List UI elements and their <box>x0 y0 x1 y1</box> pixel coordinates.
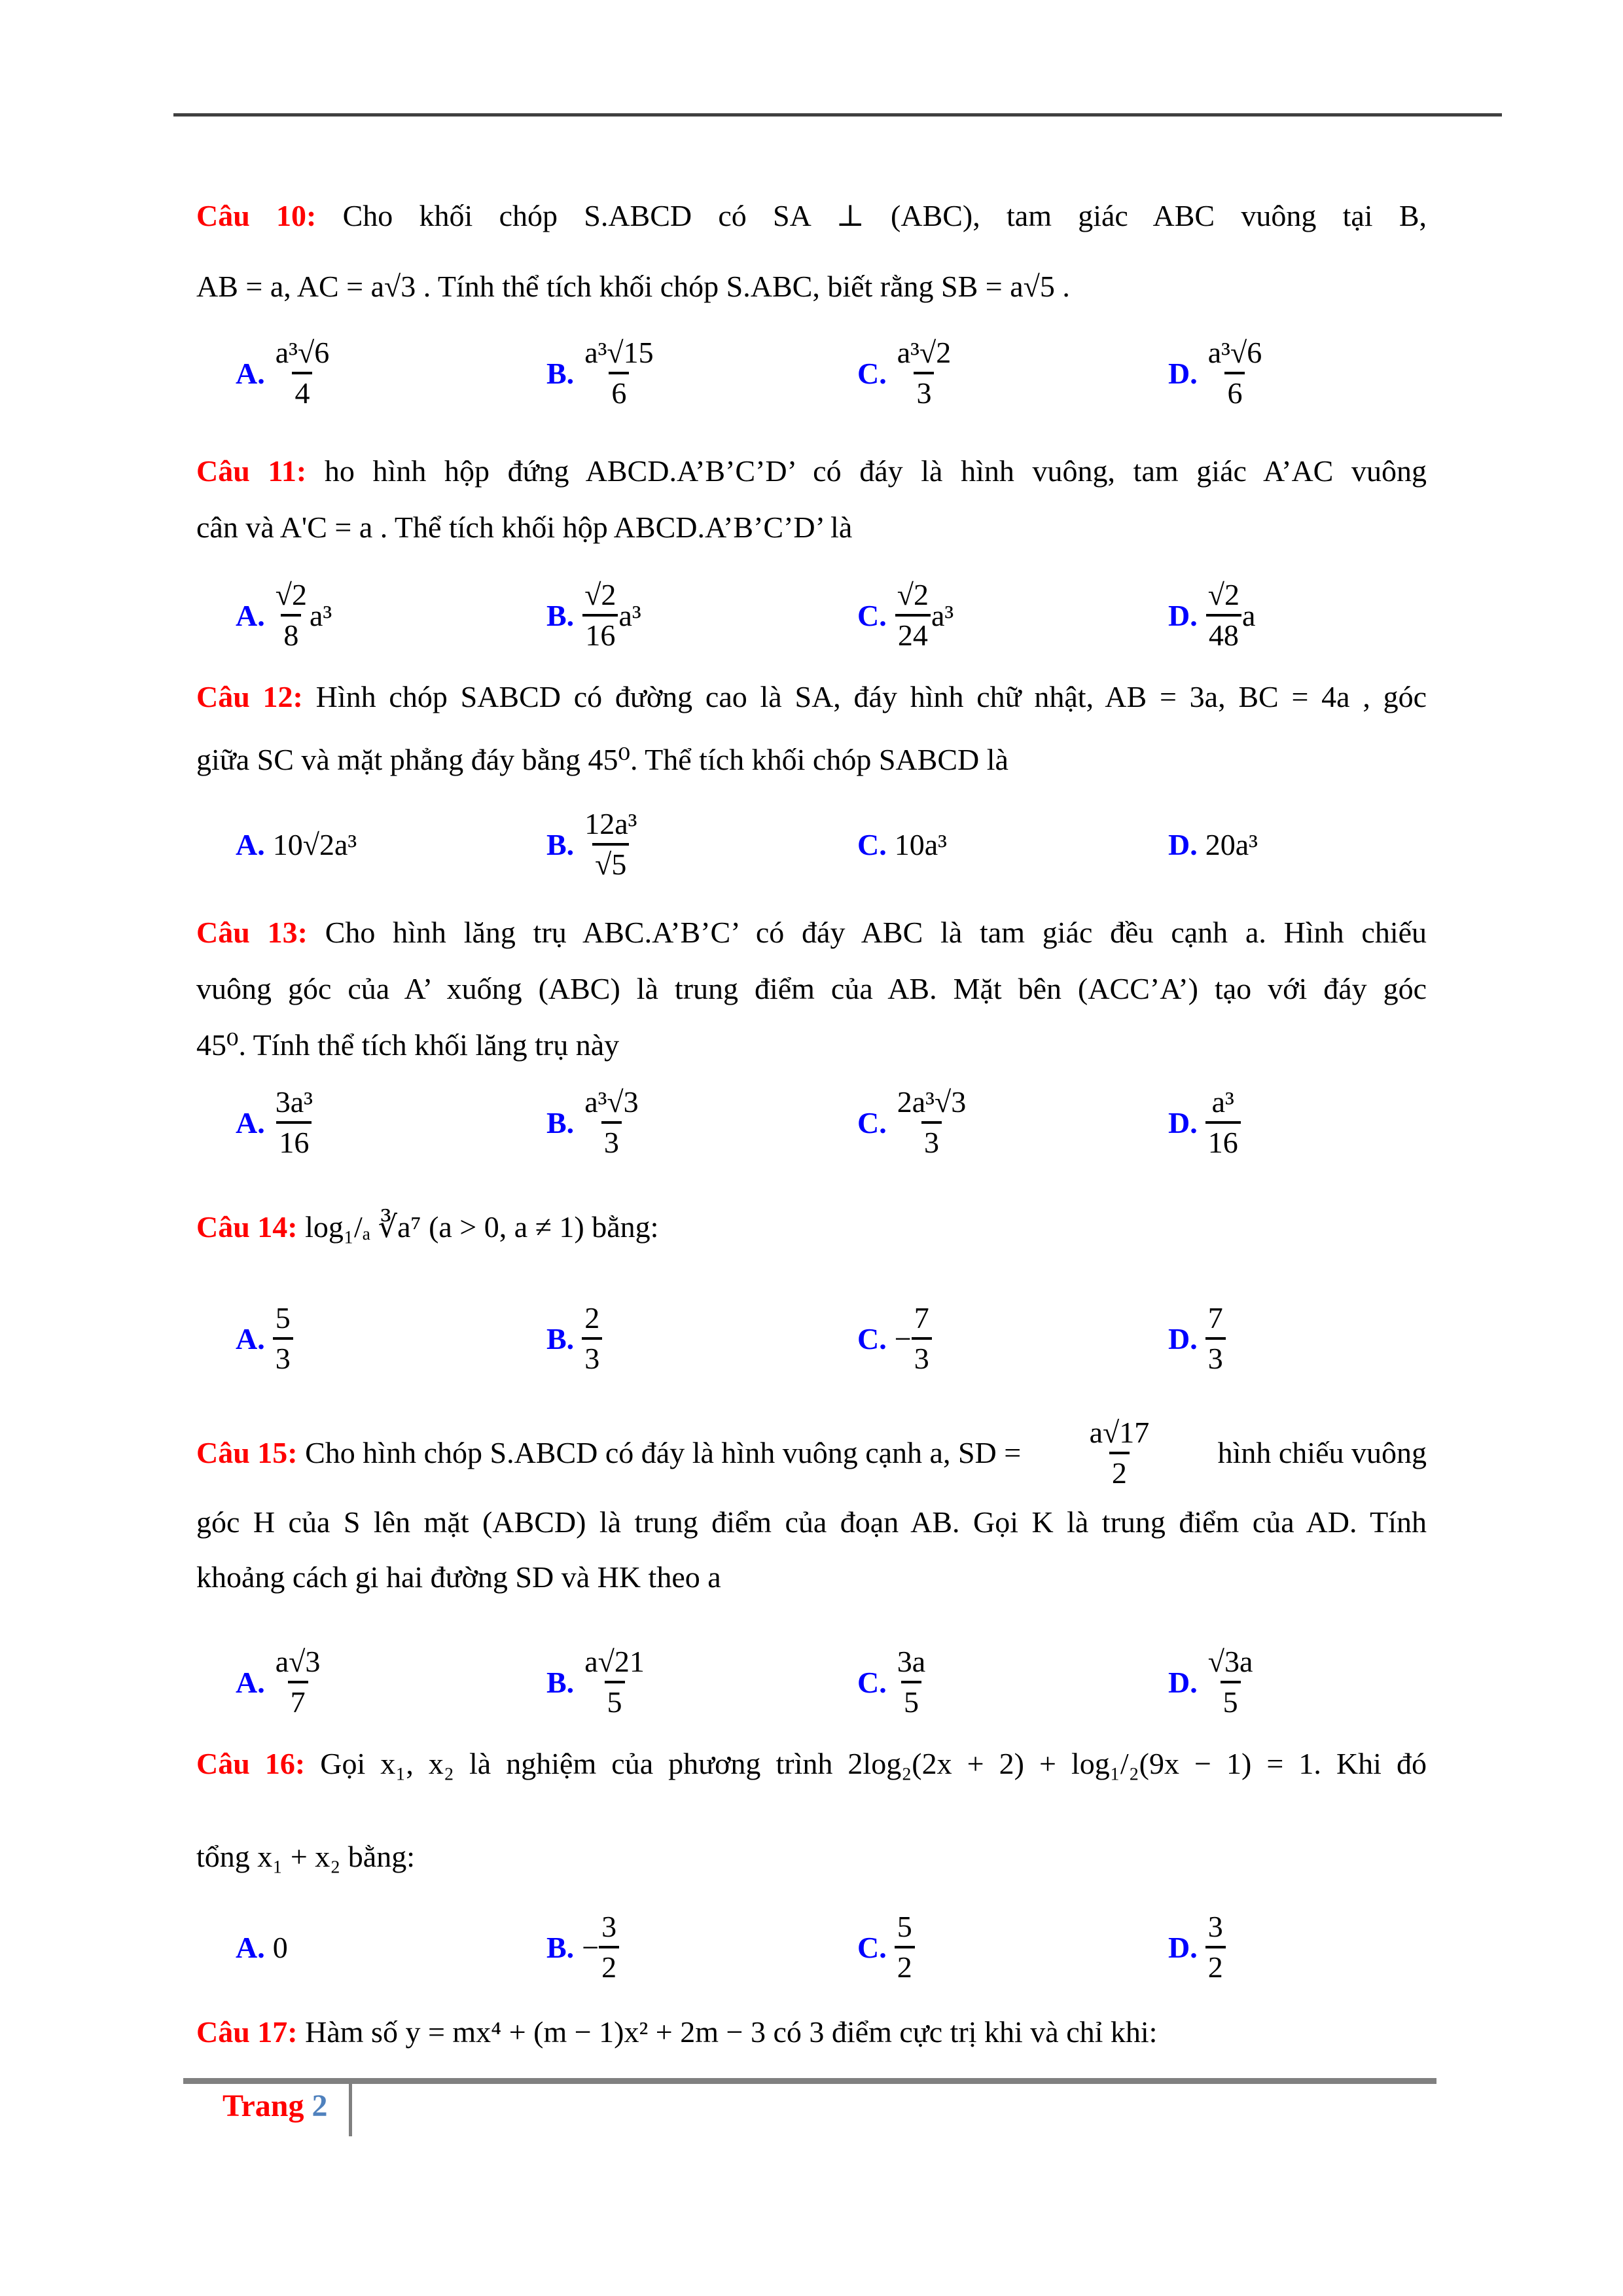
question-label: Câu 17: <box>196 2015 298 2049</box>
option-b[interactable]: B. $\frac{a√21}{5}$ <box>546 1645 645 1719</box>
page-word: Trang <box>223 2089 304 2123</box>
question-15-line-2: góc H của S lên mặt (ABCD) là trung điểm của đoạn AB. Gọi K là trung điểm của AD. Tính <box>196 1505 1427 1539</box>
option-d[interactable]: D. $\frac{3}{2}$ <box>1168 1908 1226 1986</box>
option-b[interactable]: B. $\frac{\text{a³√15}}{6}$ <box>546 336 654 410</box>
option-a[interactable]: A. $\frac{a√3}{7}$ <box>236 1645 321 1719</box>
option-d[interactable]: D. $\frac{7}{3}$ <box>1168 1299 1226 1378</box>
option-c[interactable]: C. $\frac{\text{2a³√3}}{3}$ <box>857 1085 967 1159</box>
option-d[interactable]: D. 20a³ <box>1168 827 1258 861</box>
question-16-line-2: tổng x₁ + x₂ bằng: <box>196 1840 415 1873</box>
question-11-options <box>236 576 1466 655</box>
option-b[interactable]: B. $\frac{2}{3}$ <box>546 1299 602 1378</box>
option-b[interactable]: B. $\frac{\text{12a³}}{√5}$ <box>546 807 637 881</box>
question-label: Câu 11: <box>196 454 307 488</box>
question-10 <box>196 196 1427 306</box>
page-number-label <box>223 2088 327 2124</box>
option-a[interactable]: A. $\frac{√2}{8}$ a³ <box>236 578 332 652</box>
question-17 <box>196 2013 1427 2052</box>
option-a[interactable]: A. 0 <box>236 1930 288 1964</box>
option-a[interactable]: A. $\frac{\text{a³√6}}{4}$ <box>236 336 330 410</box>
question-10-line-1: Câu 10: Cho khối chóp S.ABCD có SA ⊥ (ABC), tam giác ABC vuông tại B, <box>196 199 1427 232</box>
option-b[interactable]: B. − $\frac{3}{2}$ <box>546 1908 619 1986</box>
option-c[interactable]: C. 10a³ <box>857 827 947 861</box>
question-label: Câu 12: <box>196 680 303 713</box>
option-c[interactable]: C. − $\frac{7}{3}$ <box>857 1299 932 1378</box>
option-c[interactable]: C. $\frac{5}{2}$ <box>857 1908 915 1986</box>
question-12-line-1: Câu 12: Hình chóp SABCD có đường cao là SA, đáy hình chữ nhật, AB = 3a, BC = 4a , góc <box>196 680 1427 713</box>
option-d[interactable]: D. $\frac{\text{a³√6}}{6}$ <box>1168 336 1262 410</box>
question-16-line-1: Câu 16: Gọi x₁, x₂ là nghiệm của phương trình 2log₂(2x + 2) + log₁/₂(9x − 1) = 1. Khi đó <box>196 1747 1427 1780</box>
question-13-line-1: Câu 13: Cho hình lăng trụ ABC.A’B’C’ có đáy ABC là tam giác đều cạnh a. Hình chiếu <box>196 916 1427 949</box>
question-11 <box>196 452 1427 547</box>
option-c[interactable]: C. $\frac{3a}{5}$ <box>857 1645 926 1719</box>
question-10-options <box>236 334 1466 412</box>
sd-fraction: $\frac{a√17}{2}$ <box>1089 1416 1150 1490</box>
footer-rule <box>183 2078 1436 2084</box>
option-a[interactable]: A. $\frac{\text{3a³}}{16}$ <box>236 1085 313 1159</box>
footer-divider <box>349 2084 352 2136</box>
question-15 <box>196 1414 1427 1597</box>
question-11-line-1: Câu 11: ho hình hộp đứng ABCD.A’B’C’D’ có đáy là hình vuông, tam giác A’AC vuông <box>196 454 1427 488</box>
option-d[interactable]: D. $\frac{√2}{48}$ a <box>1168 578 1256 652</box>
question-label: Câu 13: <box>196 916 308 949</box>
question-label: Câu 16: <box>196 1747 306 1780</box>
question-15-options <box>236 1643 1466 1721</box>
option-b[interactable]: B. $\frac{\text{a³√3}}{3}$ <box>546 1085 639 1159</box>
option-b[interactable]: B. $\frac{√2}{16}$ a³ <box>546 578 641 652</box>
option-c[interactable]: C. $\frac{√2}{24}$ a³ <box>857 578 954 652</box>
question-14-options <box>236 1299 1466 1378</box>
question-10-line-2: AB = a, AC = a√3 . Tính thể tích khối chóp S.ABC, biết rằng SB = a√5 . <box>196 270 1070 303</box>
question-13-options <box>236 1083 1466 1162</box>
question-13-line-3: 45⁰. Tính thể tích khối lăng trụ này <box>196 1028 620 1062</box>
header-rule <box>173 113 1502 117</box>
option-d[interactable]: D. $\frac{√3a}{5}$ <box>1168 1645 1253 1719</box>
option-d[interactable]: D. $\frac{\text{a³}}{16}$ <box>1168 1083 1241 1162</box>
question-13-line-2: vuông góc của A’ xuống (ABC) là trung điểm của AB. Mặt bên (ACC’A’) tạo với đáy góc <box>196 972 1427 1005</box>
option-a[interactable]: A. 10√2a³ <box>236 827 357 861</box>
question-label: Câu 10: <box>196 199 317 232</box>
option-a[interactable]: A. $\frac{5}{3}$ <box>236 1299 293 1378</box>
question-12 <box>196 677 1427 780</box>
question-label: Câu 15: <box>196 1436 298 1469</box>
question-12-line-2: giữa SC và mặt phẳng đáy bằng 45⁰. Thể tích khối chóp SABCD là <box>196 743 1008 776</box>
question-16-options <box>236 1908 1466 1986</box>
question-13 <box>196 913 1427 1065</box>
option-c[interactable]: C. $\frac{\text{a³√2}}{3}$ <box>857 336 952 410</box>
question-15-line-1: Câu 15: Cho hình chóp S.ABCD có đáy là hình vuông cạnh a, SD = $\frac{a√17}{2}$ hình chiếu vuông <box>196 1416 1427 1490</box>
question-14 <box>196 1208 1427 1247</box>
question-12-options <box>236 805 1466 884</box>
question-16 <box>196 1744 1427 1876</box>
question-17-line-1: Câu 17: Hàm số y = mx⁴ + (m − 1)x² + 2m − 3 có 3 điểm cực trị khi và chỉ khi: <box>196 2015 1158 2049</box>
question-14-line-1: Câu 14: log₁/ₐ ∛a⁷ (a > 0, a ≠ 1) bằng: <box>196 1210 659 1244</box>
question-15-line-3: khoảng cách gi hai đường SD và HK theo a <box>196 1560 721 1594</box>
question-label: Câu 14: <box>196 1210 298 1244</box>
page-number: 2 <box>312 2089 328 2123</box>
question-11-line-2: cân và A'C = a . Thể tích khối hộp ABCD.A’B’C’D’ là <box>196 511 853 544</box>
